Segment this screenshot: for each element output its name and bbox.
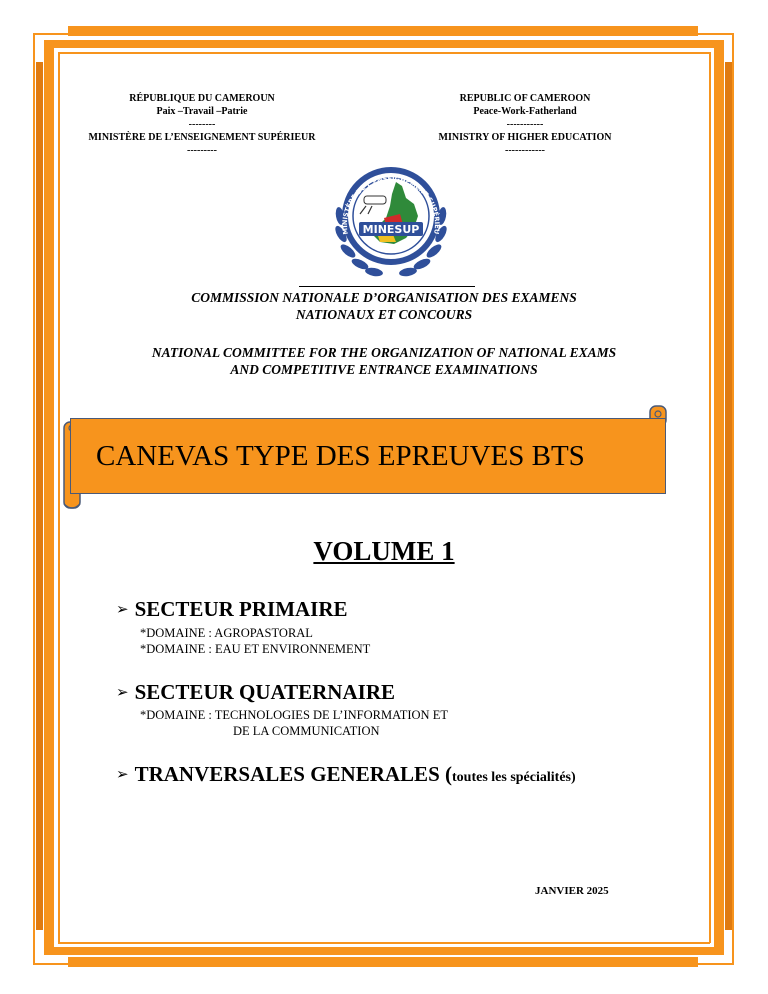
motto-fr: Paix –Travail –Patrie xyxy=(156,106,248,117)
arrow-bullet-icon: ➢ xyxy=(116,600,129,618)
arrow-bullet-icon: ➢ xyxy=(116,683,129,701)
arrow-bullet-icon: ➢ xyxy=(116,765,129,783)
ministry-fr: MINISTÈRE DE L’ENSEIGNEMENT SUPÉRIEUR xyxy=(88,132,316,143)
separator: --------- xyxy=(187,145,217,156)
separator: -------- xyxy=(188,119,216,130)
logo-label: MINESUP xyxy=(362,223,420,236)
logo-ring-text: MINISTÈRE DE L'ENSEIGNEMENT SUPÉRIEU xyxy=(340,174,442,235)
minesup-logo xyxy=(326,156,456,282)
domain-item: *DOMAINE : TECHNOLOGIES DE L’INFORMATION ET xyxy=(140,708,448,722)
country-en: REPUBLIC OF CAMEROON xyxy=(459,93,591,104)
section-primaire: ➢ SECTEUR PRIMAIRE xyxy=(116,597,348,621)
separator: ------------ xyxy=(505,145,545,156)
header-right xyxy=(420,92,630,157)
commission-fr-line1: COMMISSION NATIONALE D’ORGANISATION DES EXAMENS xyxy=(191,290,577,305)
header-left xyxy=(72,92,332,157)
country-fr: RÉPUBLIQUE DU CAMEROUN xyxy=(129,93,275,104)
domain-item: *DOMAINE : EAU ET ENVIRONNEMENT xyxy=(140,642,371,656)
commission-en-line1: NATIONAL COMMITTEE FOR THE ORGANIZATION OF NATIONAL EXAMS xyxy=(151,345,617,360)
motto-en: Peace-Work-Fatherland xyxy=(473,106,577,117)
document-date: JANVIER 2025 xyxy=(535,885,609,897)
commission-en-line2: AND COMPETITIVE ENTRANCE EXAMINATIONS xyxy=(230,362,538,377)
section-transversales: ➢ TRANVERSALES GENERALES (toutes les spécialités) xyxy=(116,762,576,786)
separator: ----------- xyxy=(506,119,544,130)
commission-fr-line2: NATIONAUX ET CONCOURS xyxy=(295,307,473,322)
ministry-en: MINISTRY OF HIGHER EDUCATION xyxy=(438,132,612,143)
banner-title: CANEVAS TYPE DES EPREUVES BTS xyxy=(96,440,585,472)
domain-item: *DOMAINE : AGROPASTORAL xyxy=(140,626,313,640)
section-quaternaire: ➢ SECTEUR QUATERNAIRE xyxy=(116,680,395,704)
divider xyxy=(299,286,475,287)
domain-item-continuation: DE LA COMMUNICATION xyxy=(233,724,380,738)
volume-heading: VOLUME 1 xyxy=(313,536,455,566)
